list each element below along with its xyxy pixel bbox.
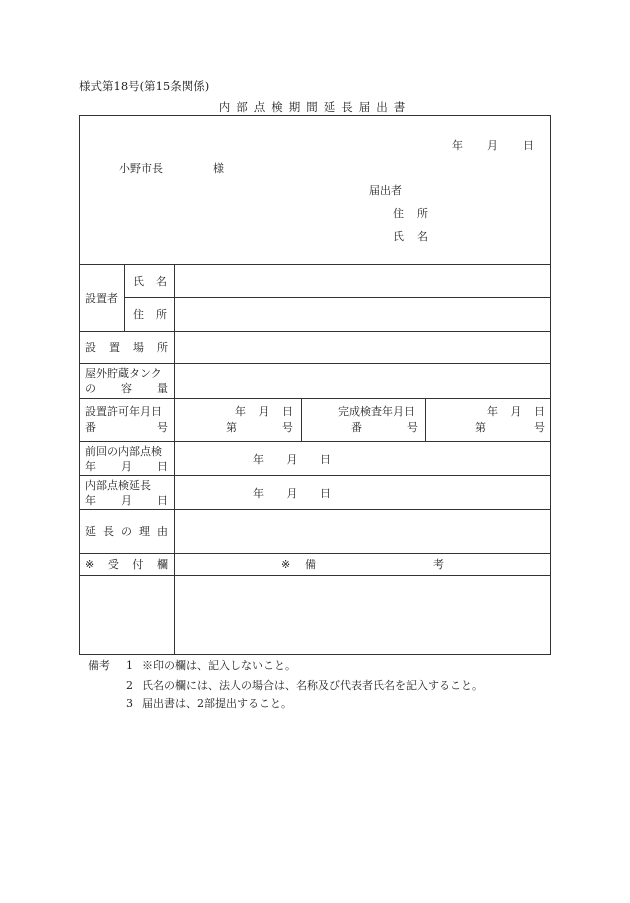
date-day-label: 日 [523,139,534,152]
form-number: 様式第18号(第15条関係) [79,79,210,93]
extension-date-cell: 年 月 日 [253,487,331,500]
remarks-label-char-1: 備 [305,558,316,571]
permit-date-cell: 年 月 日 [235,405,293,418]
extension-label-line1: 内部点検延長 [85,479,151,492]
prev-check-date-cell: 年 月 日 [253,453,331,466]
rule-capacity [79,398,551,399]
rule-location [79,363,551,364]
rule-installer-mid [124,297,551,298]
installer-label: 設置者 [85,292,118,305]
inspection-label-line2: 番 号 [351,421,418,434]
note-text: 届出書は、2部提出すること。 [142,697,292,710]
notifier-name-char-1: 氏 [393,230,404,243]
installer-address-label: 住 所 [133,308,167,321]
notifier-address-char-2: 所 [417,207,428,220]
addressee: 小野市長 [119,162,163,175]
rule-permit-split-1 [301,398,302,441]
date-year-label: 年 [452,139,463,152]
rule-extension [79,509,551,510]
prev-check-label-line2: 年 月 日 [85,460,168,473]
inspection-label-line1: 完成検査年月日 [338,405,415,418]
rule-installer-end [79,331,551,332]
rule-permit [79,441,551,442]
rule-top-section [79,264,551,265]
notifier-label: 届出者 [369,184,402,197]
notifier-name-char-2: 名 [417,230,428,243]
extension-label-line2: 年 月 日 [85,494,168,507]
permit-label-line2: 番 号 [85,421,168,434]
notifier-address-char-1: 住 [393,207,404,220]
installer-name-label: 氏 名 [133,275,167,288]
tank-capacity-label-line1: 屋外貯蔵タンク [85,367,162,380]
remarks-mark: ※ [281,558,291,571]
inspection-number-cell: 第 号 [475,421,545,434]
inspection-date-cell: 年 月 日 [487,405,545,418]
tank-capacity-label-line2: の 容 量 [85,382,168,395]
reason-label: 延 長 の 理 由 [85,525,168,538]
date-month-label: 月 [487,139,498,152]
note-number: 2 [126,679,133,692]
prev-check-label-line1: 前回の内部点検 [85,445,162,458]
rule-prev-check [79,475,551,476]
permit-number-cell: 第 号 [226,421,293,434]
notes-label: 備考 [88,659,110,672]
rule-permit-split-2 [425,398,426,441]
note-number: 3 [126,697,133,710]
rule-installer-split [124,264,125,331]
location-label: 設 置 場 所 [85,341,168,354]
rule-reception-header [79,575,551,576]
document-title: 内部点検期間延長届出書 [218,100,412,114]
note-number: 1 [126,659,133,672]
note-text: ※印の欄は、記入しないこと。 [142,659,296,672]
honorific: 様 [213,162,224,175]
permit-label-line1: 設置許可年月日 [85,405,162,418]
reception-label: ※ 受 付 欄 [85,558,168,571]
remarks-label-char-2: 考 [433,558,444,571]
note-text: 氏名の欄には、法人の場合は、名称及び代表者氏名を記入すること。 [142,679,483,692]
rule-label-column [174,264,175,655]
rule-reason [79,553,551,554]
